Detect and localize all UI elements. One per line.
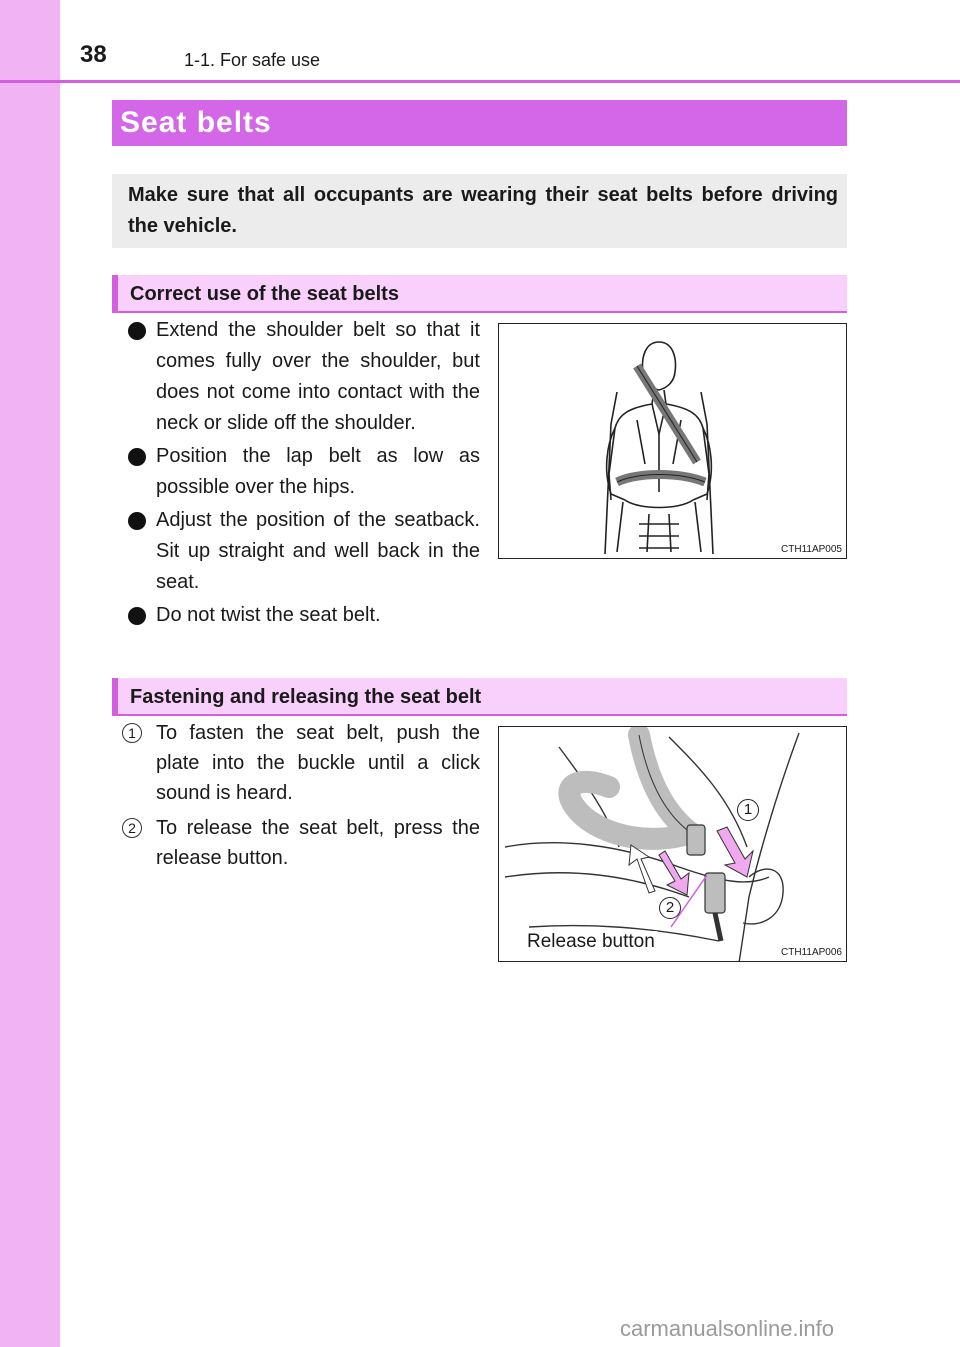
step-number: 1	[122, 723, 142, 743]
list-item	[128, 505, 480, 598]
watermark-text: carmanualsonline.info	[620, 1316, 835, 1341]
list-item-text: Extend the shoulder belt so that it comes fully over the shoulder, but does not come into contact with the neck or slide off the shoulder.	[156, 319, 480, 434]
step-item	[120, 718, 480, 808]
step-text: To release the seat belt, press the release button.	[156, 817, 480, 869]
callout-2: 2	[659, 897, 681, 919]
list-item	[128, 315, 480, 439]
side-tab-strip	[0, 0, 60, 1347]
fastening-steps	[120, 718, 480, 878]
bullet-icon	[128, 448, 146, 466]
section-reference: 1-1. For safe use	[184, 50, 321, 70]
subheading-fastening	[112, 678, 847, 716]
subheading-correct-use	[112, 275, 847, 313]
release-button-label: Release button	[527, 931, 655, 952]
intro-box	[112, 174, 847, 248]
page-title: Seat belts	[120, 106, 272, 139]
figure-code: CTH11AP006	[781, 947, 842, 958]
figure-seated-occupant	[498, 323, 847, 559]
figure-buckle	[498, 726, 847, 962]
page-number: 38	[80, 41, 107, 68]
list-item-text: Adjust the position of the seatback. Sit up straight and well back in the seat.	[156, 509, 480, 593]
bullet-icon	[128, 512, 146, 530]
correct-use-list	[128, 315, 480, 633]
subheading-fastening-label: Fastening and releasing the seat belt	[130, 686, 482, 708]
title-banner	[112, 100, 847, 146]
buckle-illustration	[499, 727, 847, 962]
seated-occupant-illustration	[499, 324, 847, 559]
subheading-correct-use-label: Correct use of the seat belts	[130, 283, 399, 305]
bullet-icon	[128, 607, 146, 625]
step-item	[120, 813, 480, 873]
step-text: To fasten the seat belt, push the plate into the buckle until a click sound is heard.	[156, 722, 480, 804]
header-rule	[0, 80, 960, 83]
list-item	[128, 441, 480, 503]
intro-text: Make sure that all occupants are wearing their seat belts before driving the vehicle.	[128, 184, 838, 237]
callout-1: 1	[737, 799, 759, 821]
list-item	[128, 600, 480, 631]
list-item-text: Position the lap belt as low as possible over the hips.	[156, 445, 480, 498]
figure-code: CTH11AP005	[781, 544, 842, 555]
list-item-text: Do not twist the seat belt.	[156, 604, 381, 626]
step-number: 2	[122, 818, 142, 838]
bullet-icon	[128, 322, 146, 340]
